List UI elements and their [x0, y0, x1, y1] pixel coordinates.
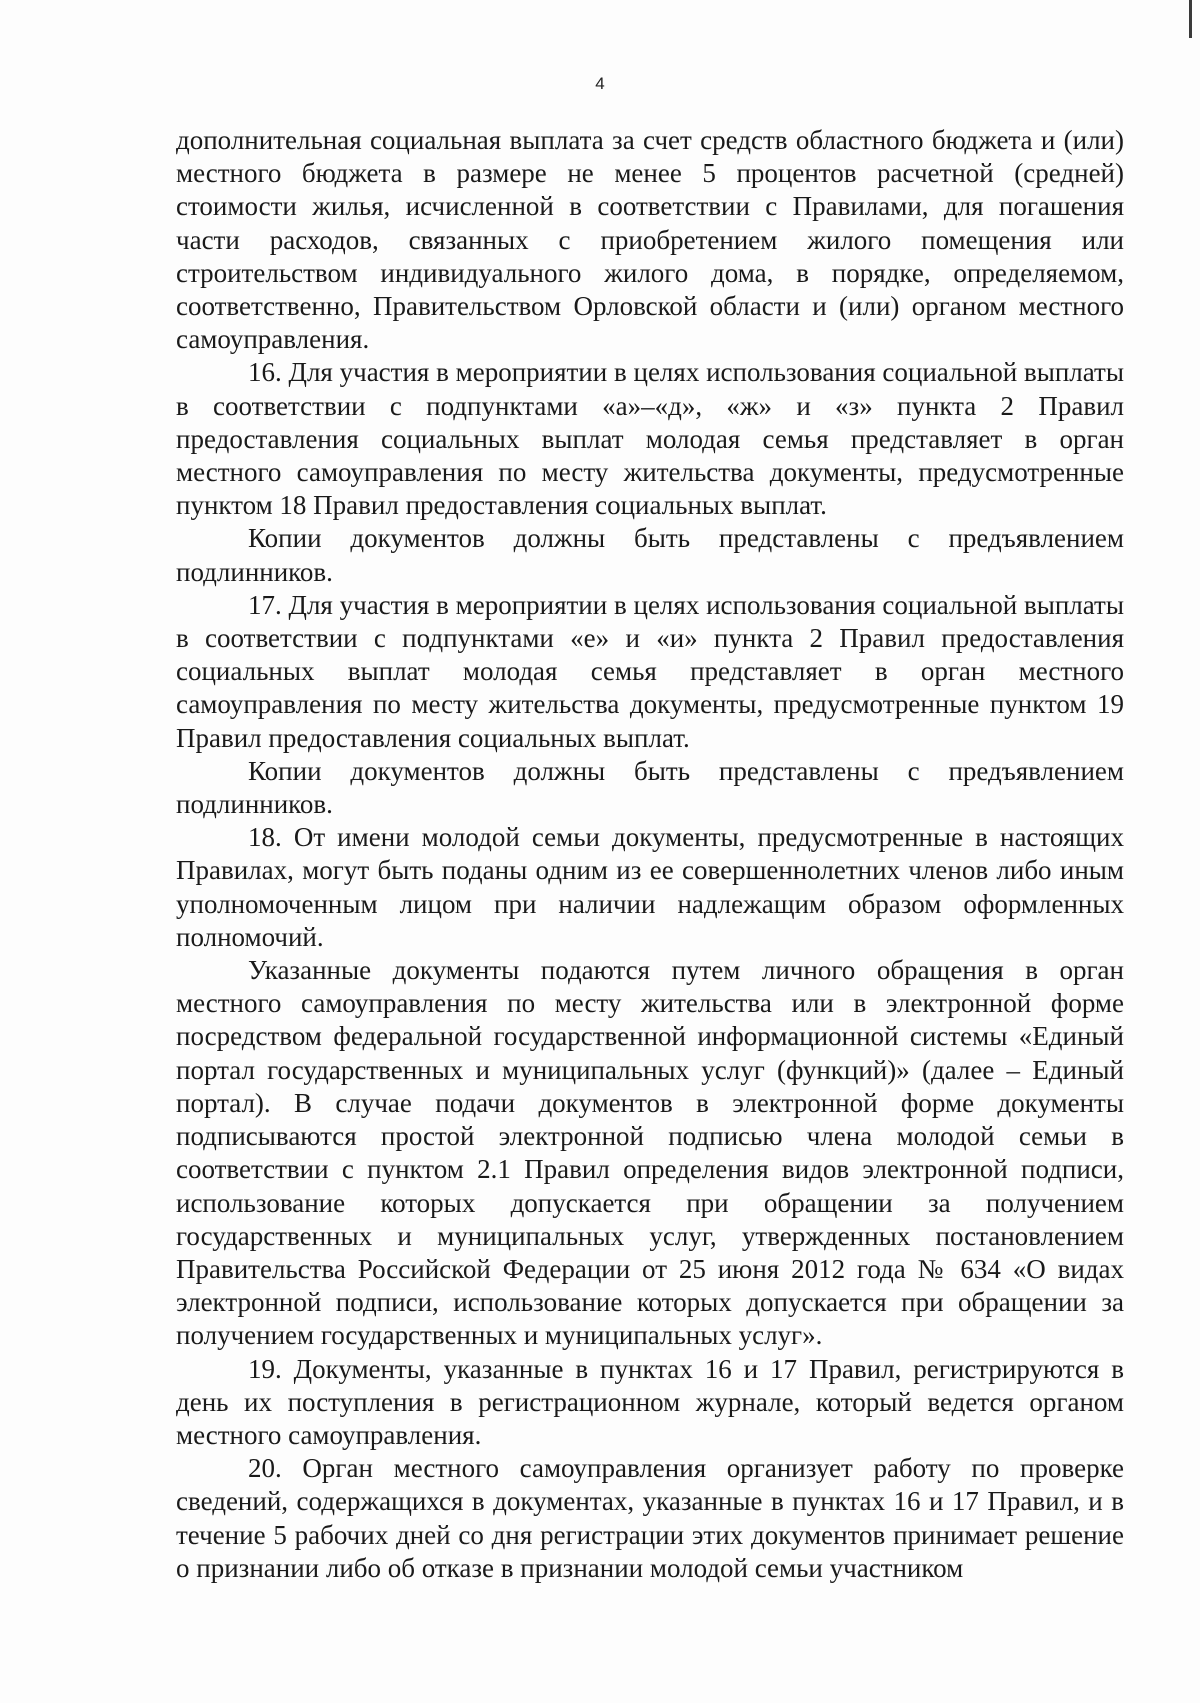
paragraph-item-20: 20. Орган местного самоуправления организует работу по проверке сведений, содержащихся в документах, указанные в пунктах 16 и 17 Правил, и в течение 5 рабочих дней со дня регистрации этих документов принимает решение о признании либо об отказе в признании молодой семьи участником: [176, 1453, 1124, 1583]
document-body: [176, 124, 1124, 1585]
paragraph-item-19: 19. Документы, указанные в пунктах 16 и 17 Правил, регистрируются в день их поступления в регистрационном журнале, который ведется органом местного самоуправления.: [176, 1353, 1124, 1450]
paragraph-item-18: 18. От имени молодой семьи документы, предусмотренные в настоящих Правилах, могут быть поданы одним из ее совершеннолетних членов либо иным уполномоченным лицом при наличии надлежащим образом оформленных полномочий.: [176, 822, 1124, 952]
paragraph-copies-note-17: Копии документов должны быть представлены с предъявлением подлинников.: [176, 755, 1124, 820]
paragraph-continuation: дополнительная социальная выплата за счет средств областного бюджета и (или) местного бюджета в размере не менее 5 процентов расчетной (средней) стоимости жилья, исчисленной в соответствии с Правилами, для погашения части расходов, связанных с приобретением жилого помещения или строительством индивидуального жилого дома, в порядке, определяемом, соответственно, Правительством Орловской области и (или) органом местного самоуправления.: [176, 125, 1124, 355]
scan-edge-mark: [1189, 0, 1192, 38]
paragraph-item-16: 16. Для участия в мероприятии в целях использования социальной выплаты в соответствии с подпунктами «а»–«д», «ж» и «з» пункта 2 Правил предоставления социальных выплат молодая семья представляет в орган местного самоуправления по месту жительства документы, предусмотренные пунктом 18 Правил предоставления социальных выплат.: [176, 357, 1124, 521]
paragraph-copies-note-16: Копии документов должны быть представлены с предъявлением подлинников.: [176, 523, 1124, 587]
paragraph-submission-methods: Указанные документы подаются путем личного обращения в орган местного самоуправления по месту жительства или в электронной форме посредством федеральной государственной информационной системы «Единый портал государственных и муниципальных услуг (функций)» (далее – Единый портал). В случае подачи документов в электронной форме документы подписываются простой электронной подписью члена молодой семьи в соответствии с пунктом 2.1 Правил определения видов электронной подписи, использование которых допускается при обращении за получением государственных и муниципальных услуг, утвержденных постановлением Правительства Российской Федерации от 25 июня 2012 года № 634 «О видах электронной подписи, использование которых допускается при обращении за получением государственных и муниципальных услуг».: [176, 955, 1124, 1351]
paragraph-item-17: 17. Для участия в мероприятии в целях использования социальной выплаты в соответствии с подпунктами «е» и «и» пункта 2 Правил предоставления социальных выплат молодая семья представляет в орган местного самоуправления по месту жительства документы, предусмотренные пунктом 19 Правил предоставления социальных выплат.: [176, 589, 1124, 753]
page-number: 4: [595, 74, 605, 93]
